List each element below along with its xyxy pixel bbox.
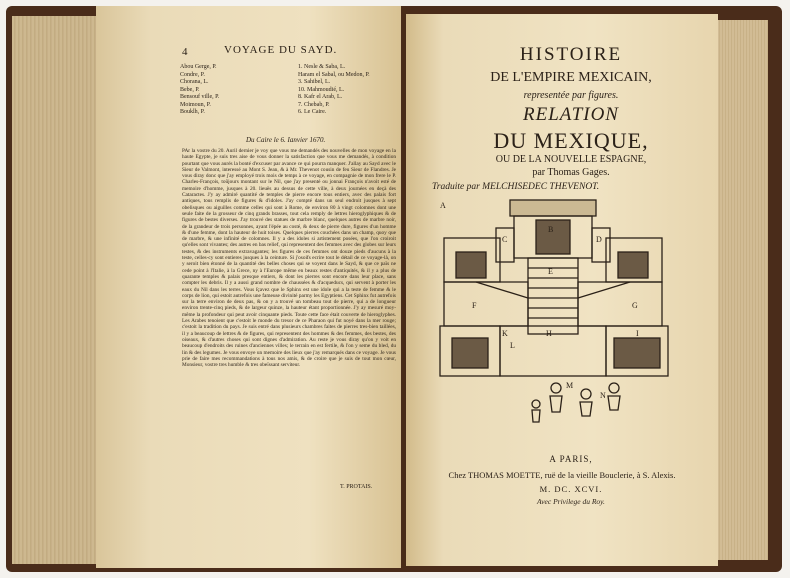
woodcut-letter: I [636, 329, 639, 338]
title-mexique: DU MEXIQUE, [493, 128, 649, 153]
index-entry: Condre, P. [180, 71, 205, 78]
title-histoire: HISTOIRE [519, 44, 623, 65]
index-entry: 10. Mahmoudié, L. [298, 86, 345, 93]
left-page [96, 6, 401, 568]
index-entry: 7. Chebab, P. [298, 101, 330, 108]
letter-dateline: Du Caire le 6. Ianvier 1670. [246, 136, 326, 144]
woodcut-letter: G [632, 301, 638, 310]
title-subtitle: representée par figures. [523, 90, 619, 101]
title-relation: RELATION [523, 104, 619, 125]
title-translator: Traduite par MELCHISEDEC THEVENOT. [432, 182, 600, 192]
index-column-b [298, 64, 401, 117]
woodcut-letter: H [546, 329, 552, 338]
woodcut-illustration [436, 198, 672, 426]
woodcut-letter: D [596, 235, 602, 244]
imprint-printer: Chez THOMAS MOETTE, ruë de la vieille Bouclerie, à S. Alexis. [448, 470, 676, 480]
letter-body: PAr la vostre du 20. Auril dernier je voy que vous me demandés des nouvelles de mon voyage en la haute Egypte, je suis tres aise de vous donner la satisfaction que vous me demandés, à condition pourtant que vous aurés la bonté d'excuser par avance ce qui pourra manquer. J'allay au Sayd avec le Sieur de Valmont, interessé au Mont S. Jean, & à Mr. Thevenot cousin de feu Sieur de Flandres. Je vous diray donc que j'ay employé trois mois de temps à ce voyage, en compagnie de mon frere le P. Charles-François, toûjours montant sur le Nil, que j'ay presenté ou jonnai François n'avoit esté de memoire d'homme, jusques à 20. lieuës au dessus de cette ville, à deux journées en deçà des Cataractes. J'y ay admiré quantité de temples de pierre encore tous entiers, avec des palais fort antiques, tous remplis de figures & d'idoles. J'ay compté dans un seul endroit jusques à sept obelisques ou aiguilles comme celles qui sont à Rome, de environ 80 à vingt colomnes dont une seule faite de la grosseur de cinq grands brasses, tout cela remply de lettres hieroglyphiques & de figures de bestes diverses. J'ay trouvé des statues de marbre blanc, quelques autres de marbre noir, de la grandeur de trois personnes, ayant l'épée au costé, & deux de pierre dure, figures d'un homme & d'une femme, dont la hauteur de huit toises. Quelques pierres couchées dans un champ, quoy que de marbre, & une infinité de colomnes. Il y a des idoles si artistement posées, que l'on croiroit qu'elles sont vivantes; des autres en bas relief, qui representent des femmes avec des globes sur leurs testes, & des instruments extravagantes; les figures de ces femmes ont douze pieds d'aucuns à la teste, celles-cy sont entieres jusques à la ceinture. Si j'osoifs ecrire tout le détail de ce voyage-là, on y seroit bien étonné de la quantité des belles choses qui se voyent dans le Sayd, & que ce païs ne cede point à l'Italie, à la Grece, ny à l'Europe même en beaux restes d'antiquités, & il y a plus de quarante temples & palais presque entiers, & dont les pierres sont encore dans leur place, sans compter les debris. Il y a aussi grand nombre de chaussées & d'acqueducs, qui servent à porter les eaux du Nil dans les terres. Vous ſçavez que le Sphinx est une idole qui a la teste de femme & le corps de lion, qui estoit autrefois une fameuse divinité parmy les Egyptiens. Cet Sphinx fut autrefois sur la terre environ de deux pas, & on y a trouvé un tombeau tout de pierre, qui a de longueur environ trente-cinq pieds, & de largeur quinze, la hauteur étant proportionnée. J'y ay mesuré moy-même la profondeur qui peut avoir cinquante pieds. Toute cette face était couverte de hieroglyphes. Les Arabes tenoient que c'estoit le monde du tresor de ce Pharaon qui fut noyé dans la mer rouge; c'estoit la tradition du pays. Je suis entré dans plusieurs chambres faites de pierres tres-bien taillées, il y a beaucoup de lettres & de figures, qui representent des hommes & des femmes, des bestes, des oiseaux, & d'autres choses qui sont dignes d'admiration. Au reste je vous diray qu'on y voit en beaucoup d'endroits des ruines d'anciennes villes; le terrain en est fertile, & l'on y seme du bled, du lin & des legumes. Je vous envoye un memoire des lieux que j'ay remarqués dans ce voyage. Je vous prie de faire mes recommandations à tous nos amis, & de croire que je suis de tout mon cœur, Monsieur, vostre tres humble & tres obeïssant serviteur. [182, 148, 396, 369]
index-entry: 8. Kafr el Arab, L. [298, 94, 343, 100]
index-entry: Abou Gerge, P. [180, 64, 217, 70]
woodcut-letter: C [502, 235, 508, 244]
page-number: 4 [182, 46, 188, 58]
index-entry: 6. Le Caire. [298, 109, 327, 115]
title-empire: DE L'EMPIRE MEXICAIN, [490, 70, 652, 85]
index-entry: Bouklh, P. [180, 109, 205, 115]
woodcut-letter: L [510, 341, 515, 350]
woodcut-letter: N [600, 391, 606, 400]
index-entry: Bebe, P. [180, 86, 200, 93]
index-entry: 1. Nesle & Saba, L. [298, 64, 346, 70]
index-entry: Moimoun, P. [180, 101, 211, 108]
page-edges-right [718, 20, 768, 560]
woodcut-letter: B [548, 225, 554, 234]
woodcut-letter: F [472, 301, 477, 310]
index-entry: Haram el Sabal, ou Medon, P. [298, 71, 370, 78]
title-author: par Thomas Gages. [532, 167, 610, 178]
royal-privilege: Avec Privilege du Roy. [537, 497, 605, 506]
letter-signature: T. PROTAIS. [340, 484, 373, 490]
running-head: VOYAGE DU SAYD. [224, 44, 338, 56]
right-page [406, 14, 718, 566]
index-entry: Bensouf ville, P. [180, 94, 220, 100]
woodcut-letter: K [502, 329, 508, 338]
imprint-year: M. DC. XCVI. [539, 484, 603, 494]
index-column-a [180, 64, 300, 117]
index-entry: Chorana, L. [180, 79, 209, 85]
imprint-city: A PARIS, [549, 454, 593, 464]
woodcut-letter: M [566, 381, 574, 390]
woodcut-letter: A [440, 201, 446, 210]
woodcut-letter: E [548, 267, 553, 276]
index-entry: 3. Sahibel, L. [298, 79, 331, 85]
page-edges-left [12, 16, 102, 564]
title-nouvelle-espagne: OU DE LA NOUVELLE ESPAGNE, [495, 154, 647, 165]
